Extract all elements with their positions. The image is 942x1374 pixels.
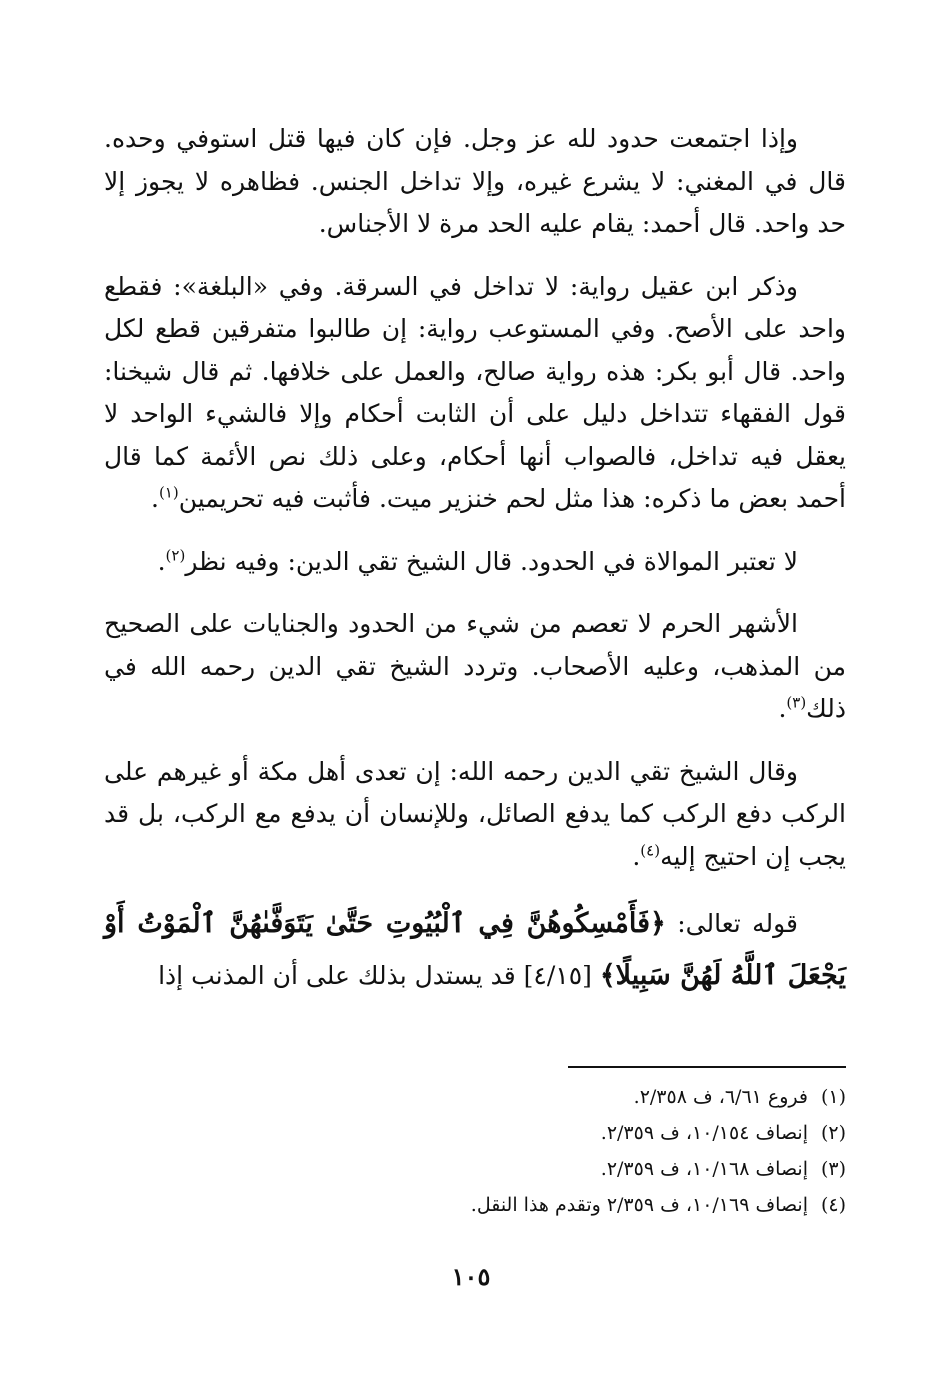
footnotes xyxy=(104,1079,846,1223)
main-text xyxy=(104,118,846,1002)
verse-citation: [٤/١٥] xyxy=(515,961,600,990)
footnote-divider xyxy=(568,1066,846,1068)
quran-verse: ﴿فَأَمْسِكُوهُنَّ فِي ٱلْبُيُوتِ حَتَّىٰ يَتَوَفَّىٰهُنَّ ٱلْمَوْتُ أَوْ يَجْعَلَ ٱللَّهُ لَهُنَّ سَبِيلًا﴾ xyxy=(104,908,846,991)
footnote xyxy=(104,1151,846,1187)
paragraph-text: الأشهر الحرم لا تعصم من شيء من الحدود والجنايات على الصحيح من المذهب، وعليه الأصحاب. وتردد الشيخ تقي الدين رحمه الله في ذلك xyxy=(104,609,846,723)
footnote-number: (٢) xyxy=(820,1122,846,1144)
footnote-text: فروع ٦/٦١، ف ٢/٣٥٨. xyxy=(633,1086,808,1108)
footnote-reference: (٣) xyxy=(786,693,807,712)
quran-commentary: قد يستدل بذلك على أن المذنب إذا xyxy=(158,961,516,990)
quran-lead: قوله تعالى: xyxy=(665,909,798,938)
paragraph: وقال الشيخ تقي الدين رحمه الله: إن تعدى أهل مكة أو غيرهم على الركب دفع الركب كما يدفع الصائل، وللإنسان أن يدفع مع الركب، بل قد يجب إن احتيج إليه$^{(٤)}$. xyxy=(104,756,846,871)
paragraph: وذكر ابن عقيل رواية: لا تداخل في السرقة. وفي «البلغة»: فقطع واحد على الأصح. وفي المستوعب رواية: إن طالبوا متفرقين قطع لكل واحد. قال أبو بكر: هذه رواية صالح، والعمل على خلافها. ثم قال شيخنا: قول الفقهاء تتداخل دليل على أن الثابت أحكام وإلا فالشيء الواحد لا يعقل فيه تداخل، فالصواب أنها أحكام، وعلى ذلك نص الأئمة كما قال أحمد بعض ما ذكره: هذا مثل لحم خنزير ميت. فأثبت فيه تحريمين$^{(١)}$. xyxy=(104,271,846,513)
paragraph-text: لا تعتبر الموالاة في الحدود. قال الشيخ تقي الدين: وفيه نظر xyxy=(185,546,798,576)
footnote-reference: (١) xyxy=(158,483,179,502)
paragraph-text: وذكر ابن عقيل رواية: لا تداخل في السرقة. وفي «البلغة»: فقطع واحد على الأصح. وفي المستوعب رواية: إن طالبوا متفرقين قطع لكل واحد. قال أبو بكر: هذه رواية صالح، والعمل على خلافها. ثم قال شيخنا: قول الفقهاء تتداخل دليل على أن الثابت أحكام وإلا فالشيء الواحد لا يعقل فيه تداخل، فالصواب أنها أحكام، وعلى ذلك نص الأئمة كما قال أحمد بعض ما ذكره: هذا مثل لحم خنزير ميت. فأثبت فيه تحريمين xyxy=(104,271,846,513)
footnote-reference: (٢) xyxy=(165,546,186,565)
footnote xyxy=(104,1115,846,1151)
footnote-text: إنصاف ١٠/١٦٨، ف ٢/٣٥٩. xyxy=(600,1158,808,1180)
footnote-number: (١) xyxy=(820,1086,846,1108)
paragraph xyxy=(104,118,846,246)
footnote-text: إنصاف ١٠/١٥٤، ف ٢/٣٥٩. xyxy=(600,1122,808,1144)
footnote-reference: (٤) xyxy=(640,841,661,860)
footnote xyxy=(104,1187,846,1223)
paragraph-text: وإذا اجتمعت حدود لله عز وجل. فإن كان فيها قتل استوفي وحده. قال في المغني: لا يشرع غيره، وإلا تداخل الجنس. فظاهره لا يجوز إلا حد واحد. قال أحمد: يقام عليه الحد مرة لا الأجناس. xyxy=(104,124,846,238)
page-number: ١٠٥ xyxy=(451,1262,491,1291)
paragraph: الأشهر الحرم لا تعصم من شيء من الحدود والجنايات على الصحيح من المذهب، وعليه الأصحاب. وتردد الشيخ تقي الدين رحمه الله في ذلك$^{(٣)}$. xyxy=(104,609,846,723)
footnote-number: (٤) xyxy=(820,1194,846,1216)
paragraph-text: وقال الشيخ تقي الدين رحمه الله: إن تعدى أهل مكة أو غيرهم على الركب دفع الركب كما يدفع الصائل، وللإنسان أن يدفع مع الركب، بل قد يجب إن احتيج إليه xyxy=(104,756,846,871)
paragraph: لا تعتبر الموالاة في الحدود. قال الشيخ تقي الدين: وفيه نظر$^{(٢)}$. xyxy=(157,546,798,576)
quran-paragraph xyxy=(104,898,846,1002)
footnote-text: إنصاف ١٠/١٦٩، ف ٢/٣٥٩ وتقدم هذا النقل. xyxy=(470,1194,808,1216)
footnote xyxy=(104,1079,846,1115)
footnote-number: (٣) xyxy=(820,1158,846,1180)
